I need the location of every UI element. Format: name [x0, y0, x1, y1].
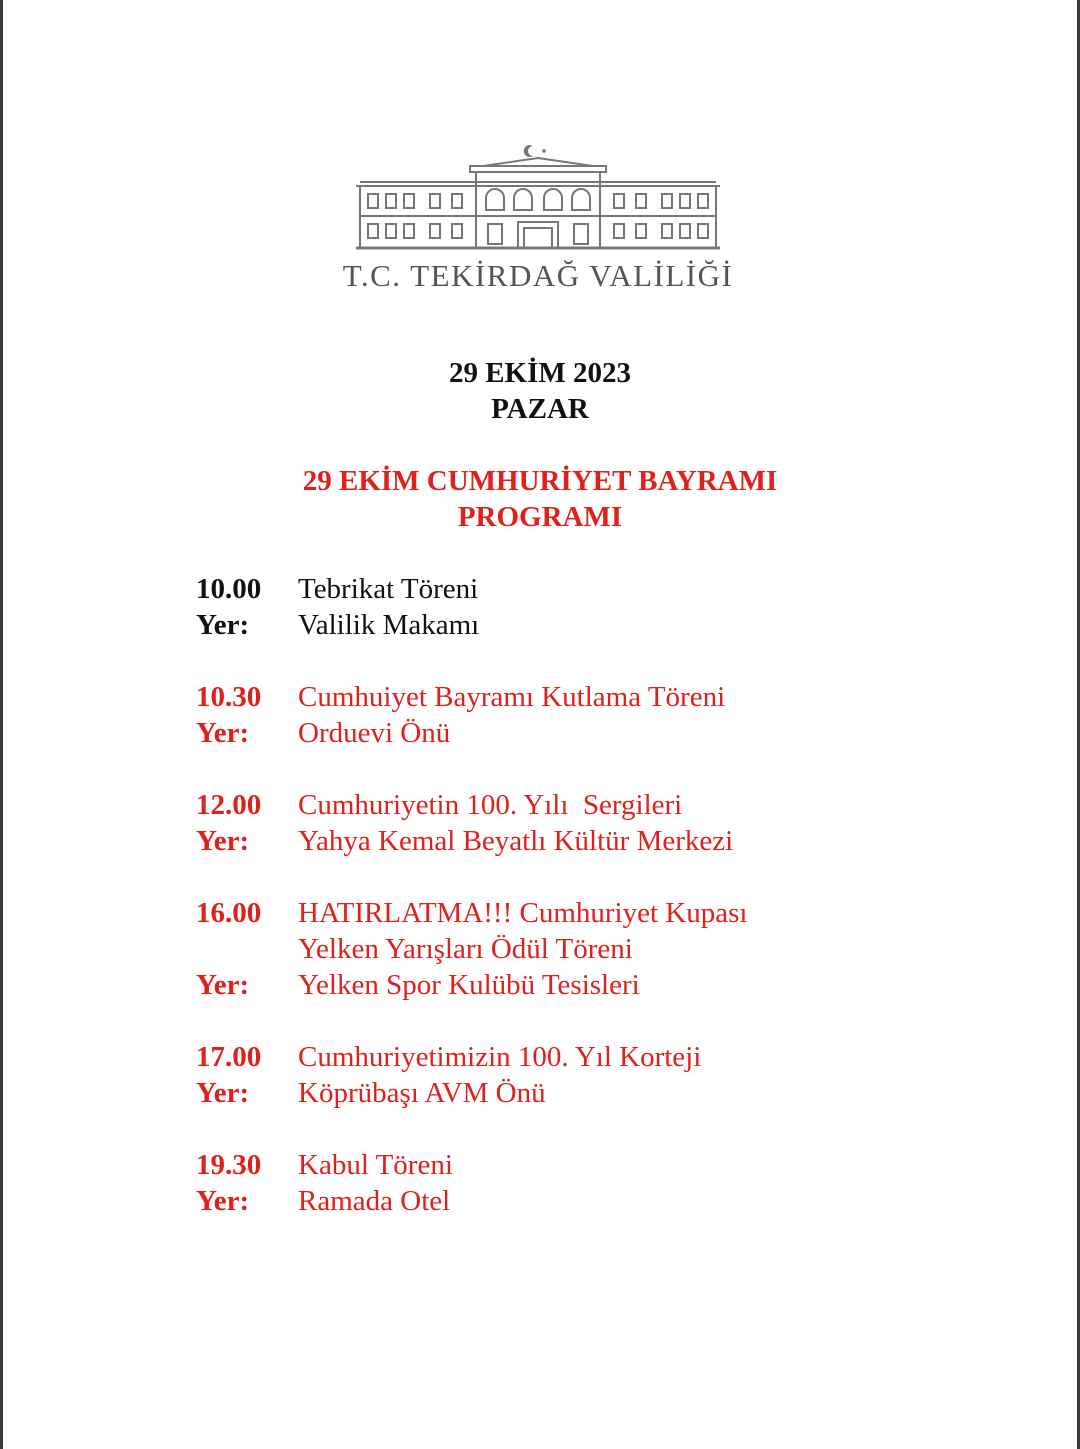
event-time-spacer	[196, 931, 298, 967]
event-place-label: Yer:	[196, 825, 250, 857]
event-place: Yelken Spor Kulübü Tesisleri	[298, 969, 640, 1001]
date-header	[0, 355, 1080, 427]
event-place-label: Yer:	[196, 1185, 250, 1217]
event-place: Yahya Kemal Beyatlı Kültür Merkezi	[298, 825, 734, 857]
event-activity: Kabul Töreni	[298, 1149, 453, 1181]
schedule-item	[196, 1039, 896, 1111]
schedule-list	[196, 571, 896, 1255]
event-time: 12.00	[196, 789, 262, 821]
event-time: 19.30	[196, 1149, 262, 1181]
event-time: 10.00	[196, 573, 262, 605]
schedule-item	[196, 895, 896, 1003]
event-place: Orduevi Önü	[298, 717, 451, 749]
event-activity: Cumhuriyetin 100. Yılı Sergileri	[298, 789, 683, 821]
event-place-label: Yer:	[196, 1077, 250, 1109]
event-time: 10.30	[196, 681, 262, 713]
event-time: 16.00	[196, 897, 262, 929]
schedule-item	[196, 1147, 896, 1219]
day-text: PAZAR	[491, 393, 589, 425]
program-title-line-2: PROGRAMI	[457, 501, 623, 533]
schedule-item	[196, 679, 896, 751]
event-activity: Cumhuriyetimizin 100. Yıl Korteji	[298, 1041, 702, 1073]
logo-text: T.C. TEKİRDAĞ VALİLİĞİ	[342, 258, 734, 293]
event-place: Köprübaşı AVM Önü	[298, 1077, 546, 1109]
governorship-logo	[328, 138, 748, 298]
schedule-item	[196, 571, 896, 643]
event-place-label: Yer:	[196, 717, 250, 749]
event-place-label: Yer:	[196, 969, 250, 1001]
event-activity-continued: Yelken Yarışları Ödül Töreni	[298, 933, 633, 965]
event-activity: Cumhuiyet Bayramı Kutlama Töreni	[298, 681, 726, 713]
event-place: Valilik Makamı	[298, 609, 480, 641]
date-text: 29 EKİM 2023	[448, 357, 632, 389]
schedule-item	[196, 787, 896, 859]
event-activity: Tebrikat Töreni	[298, 573, 479, 605]
program-title-line-1: 29 EKİM CUMHURİYET BAYRAMI	[302, 465, 778, 497]
program-title	[0, 463, 1080, 535]
governorship-building-icon	[328, 138, 748, 256]
event-time: 17.00	[196, 1041, 262, 1073]
event-activity: HATIRLATMA!!! Cumhuriyet Kupası	[298, 897, 748, 929]
event-place-label: Yer:	[196, 609, 250, 641]
event-place: Ramada Otel	[298, 1185, 451, 1217]
